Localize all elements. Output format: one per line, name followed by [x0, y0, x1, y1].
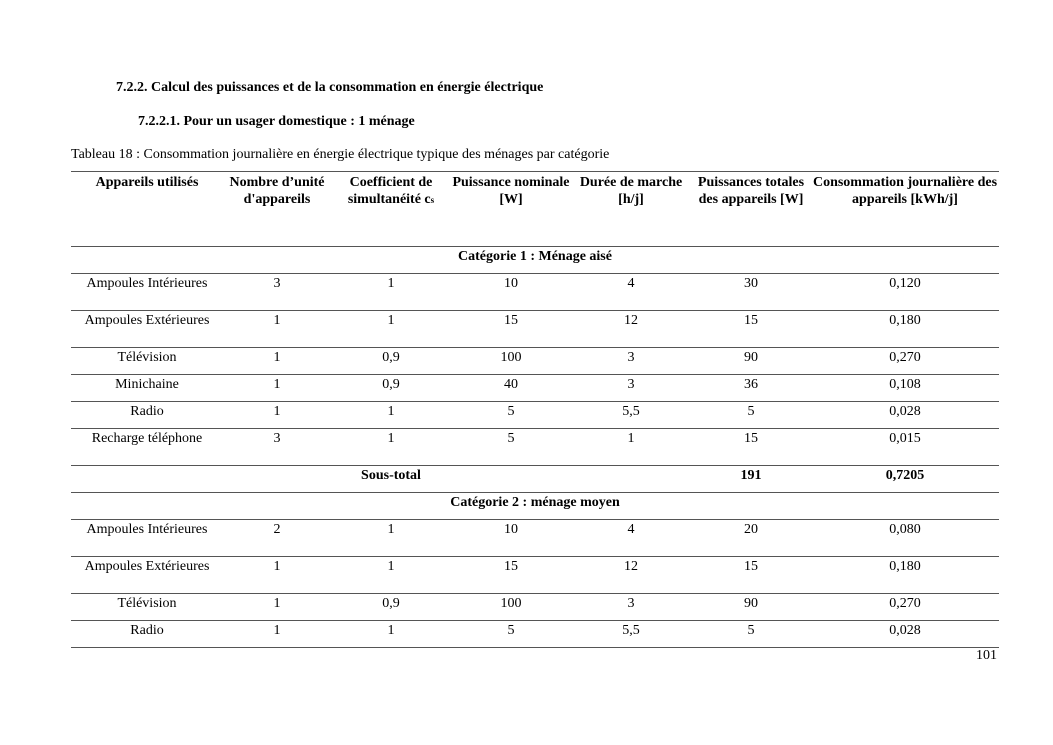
table-row	[71, 557, 999, 594]
cell-appareil: Minichaine	[115, 377, 179, 392]
cell-coef: 1	[387, 431, 395, 446]
cell-total: 36	[744, 377, 758, 392]
cell-coef: 0,9	[382, 350, 400, 365]
cell-coef: 1	[387, 276, 395, 291]
cell-puissance: 10	[504, 276, 518, 291]
subtotal-conso: 0,7205	[885, 468, 925, 483]
category-1-row	[71, 247, 999, 274]
header-nombre: Nombre d’unité d'appareils	[223, 172, 331, 247]
cell-duree: 12	[624, 313, 638, 328]
cell-duree: 5,5	[622, 623, 640, 638]
cell-coef: 1	[387, 404, 395, 419]
cell-duree: 3	[627, 596, 635, 611]
cell-nombre: 1	[273, 313, 281, 328]
cell-puissance: 100	[500, 596, 522, 611]
cell-conso: 0,270	[889, 596, 921, 611]
header-puissance: Puissance nominale [W]	[451, 172, 571, 247]
cell-conso: 0,015	[889, 431, 921, 446]
cell-conso: 0,028	[889, 623, 921, 638]
category-2-title: Catégorie 2 : ménage moyen	[450, 495, 620, 510]
cell-total: 5	[747, 404, 755, 419]
cell-nombre: 1	[273, 350, 281, 365]
consumption-table	[71, 171, 999, 648]
table-row	[71, 274, 999, 311]
cell-coef: 1	[387, 522, 395, 537]
cell-appareil: Radio	[130, 623, 164, 638]
cell-appareil: Recharge téléphone	[91, 431, 203, 446]
cell-coef: 1	[387, 559, 395, 574]
cell-empty	[71, 466, 223, 493]
cell-duree: 3	[627, 350, 635, 365]
cell-appareil: Télévision	[117, 596, 177, 611]
cell-duree: 12	[624, 559, 638, 574]
cell-conso: 0,108	[889, 377, 921, 392]
cell-total: 15	[744, 559, 758, 574]
table-row	[71, 311, 999, 348]
subtotal-total: 191	[740, 468, 762, 483]
cell-coef: 0,9	[382, 377, 400, 392]
cell-nombre: 1	[273, 404, 281, 419]
subtotal-row	[71, 466, 999, 493]
cell-appareil: Télévision	[117, 350, 177, 365]
cell-puissance: 10	[504, 522, 518, 537]
cell-duree: 4	[627, 522, 635, 537]
table-row	[71, 402, 999, 429]
cell-coef: 0,9	[382, 596, 400, 611]
cell-conso: 0,180	[889, 313, 921, 328]
cell-nombre: 1	[273, 377, 281, 392]
header-coefficient-text: Coefficient de simultanéité c	[347, 175, 433, 207]
cell-conso: 0,080	[889, 522, 921, 537]
table-row	[71, 348, 999, 375]
table-row	[71, 594, 999, 621]
table-header-row	[71, 172, 999, 247]
cell-total: 15	[744, 431, 758, 446]
category-1-title: Catégorie 1 : Ménage aisé	[458, 249, 612, 264]
cell-appareil: Radio	[130, 404, 164, 419]
table-row	[71, 429, 999, 466]
cell-nombre: 2	[273, 522, 281, 537]
cell-nombre: 3	[273, 276, 281, 291]
header-puissances-totales: Puissances totales des appareils [W]	[691, 172, 811, 247]
cell-puissance: 100	[500, 350, 522, 365]
cell-puissance: 5	[507, 404, 515, 419]
page-number: 101	[976, 648, 997, 663]
cell-conso: 0,028	[889, 404, 921, 419]
header-appareils: Appareils utilisés	[71, 172, 223, 247]
cell-nombre: 1	[273, 623, 281, 638]
cell-appareil: Ampoules Intérieures	[86, 522, 208, 537]
cell-conso: 0,270	[889, 350, 921, 365]
table-row	[71, 621, 999, 648]
cell-duree: 1	[627, 431, 635, 446]
subsection-heading: 7.2.2.1. Pour un usager domestique : 1 ménage	[138, 114, 415, 129]
cell-conso: 0,120	[889, 276, 921, 291]
cell-total: 90	[744, 596, 758, 611]
cell-duree: 3	[627, 377, 635, 392]
cell-nombre: 3	[273, 431, 281, 446]
cell-total: 5	[747, 623, 755, 638]
cell-puissance: 40	[504, 377, 518, 392]
section-heading: 7.2.2. Calcul des puissances et de la consommation en énergie électrique	[116, 80, 544, 95]
cell-empty	[451, 466, 571, 493]
cell-conso: 0,180	[889, 559, 921, 574]
header-consommation: Consommation journalière des appareils [kWh/j]	[811, 172, 999, 247]
cell-appareil: Ampoules Extérieures	[84, 313, 210, 328]
cell-puissance: 15	[504, 313, 518, 328]
category-2-row	[71, 493, 999, 520]
cell-appareil: Ampoules Extérieures	[84, 559, 210, 574]
cell-puissance: 5	[507, 431, 515, 446]
cell-puissance: 5	[507, 623, 515, 638]
table-row	[71, 520, 999, 557]
table-caption: Tableau 18 : Consommation journalière en énergie électrique typique des ménages par catégorie	[71, 147, 610, 162]
cell-nombre: 1	[273, 559, 281, 574]
cell-coef: 1	[387, 313, 395, 328]
cell-total: 30	[744, 276, 758, 291]
cell-total: 15	[744, 313, 758, 328]
cell-empty	[223, 466, 331, 493]
cell-appareil: Ampoules Intérieures	[86, 276, 208, 291]
table-row	[71, 375, 999, 402]
cell-coef: 1	[387, 623, 395, 638]
header-duree: Durée de marche [h/j]	[571, 172, 691, 247]
header-coefficient	[331, 172, 451, 247]
cell-total: 20	[744, 522, 758, 537]
header-coefficient-subscript: s	[430, 195, 435, 205]
cell-duree: 4	[627, 276, 635, 291]
cell-duree: 5,5	[622, 404, 640, 419]
subtotal-label: Sous-total	[361, 468, 421, 483]
cell-puissance: 15	[504, 559, 518, 574]
cell-total: 90	[744, 350, 758, 365]
cell-nombre: 1	[273, 596, 281, 611]
cell-empty	[571, 466, 691, 493]
